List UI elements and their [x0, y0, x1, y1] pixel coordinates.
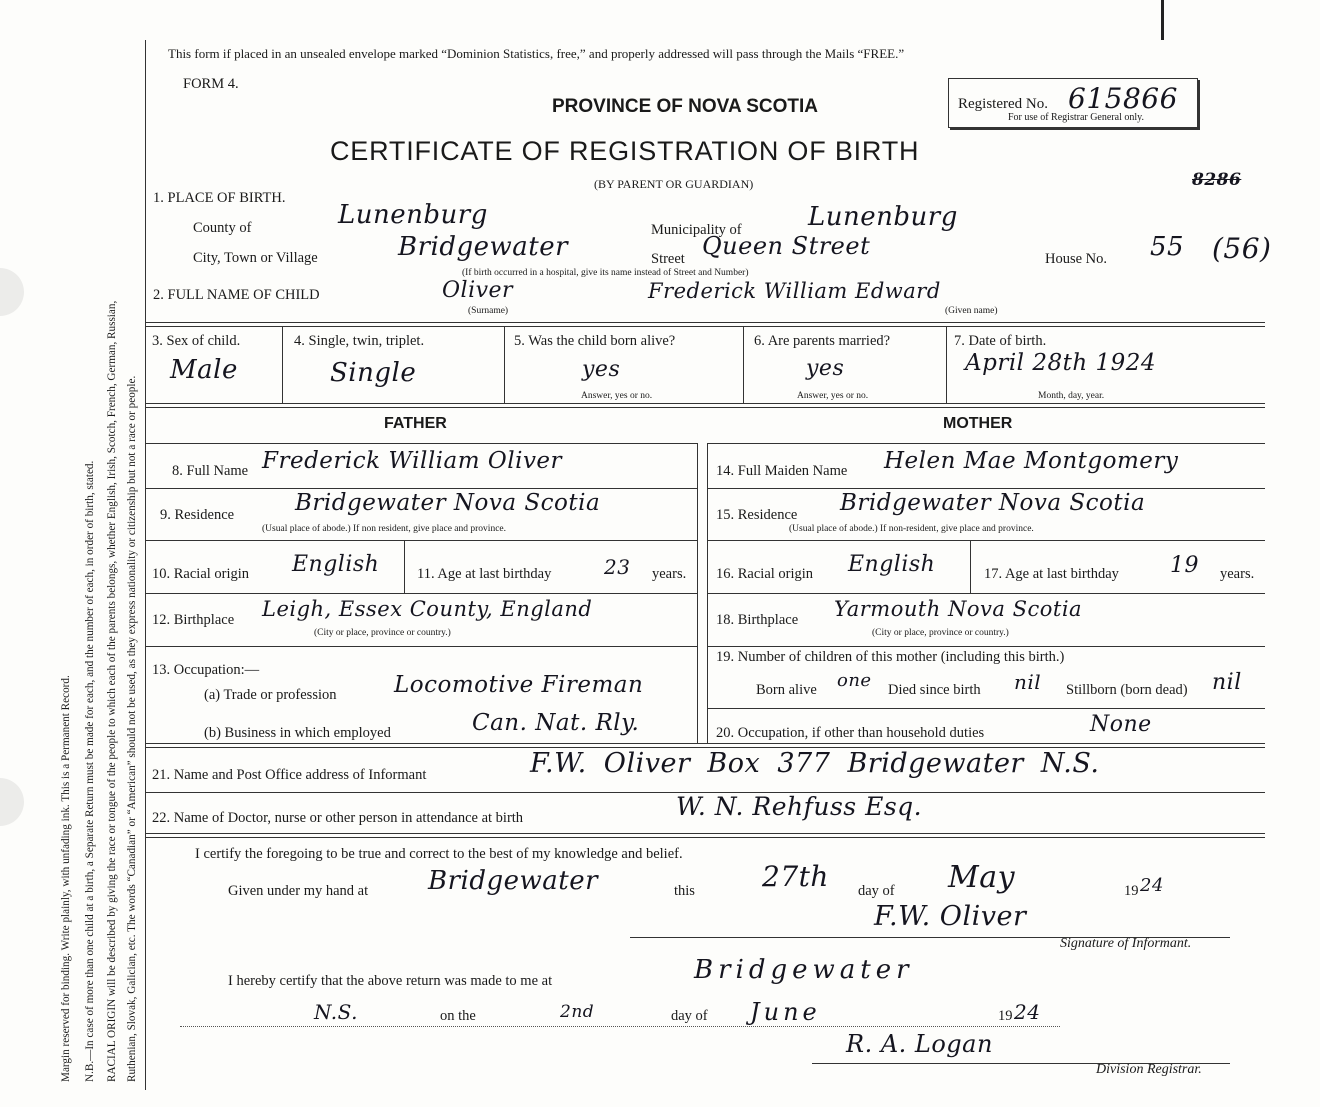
child-given-names: Frederick William Edward	[648, 279, 941, 303]
mother-occupation-value: None	[1090, 712, 1152, 737]
father-rule-4	[145, 593, 697, 594]
father-age-value: 23	[604, 555, 631, 579]
house-value-alt: (56)	[1212, 232, 1272, 265]
occupation-label: 13. Occupation:—	[152, 662, 260, 678]
row3-divider-3	[743, 327, 744, 403]
born-alive-count-value: one	[837, 670, 872, 691]
mother-rule-6	[707, 708, 1265, 709]
father-birthplace-label: 12. Birthplace	[152, 612, 235, 628]
mother-rule-5	[707, 646, 1265, 647]
stillborn-value: nil	[1212, 670, 1242, 695]
municipality-label: Municipality of	[651, 222, 742, 238]
father-birthplace-value: Leigh, Essex County, England	[262, 597, 593, 621]
city-label: City, Town or Village	[193, 250, 318, 266]
sex-label: 3. Sex of child.	[152, 333, 241, 349]
dob-note: Month, day, year.	[1038, 391, 1105, 401]
certify-statement: I certify the foregoing to be true and correct to the best of my knowledge and belief.	[195, 846, 683, 862]
mother-residence-label: 15. Residence	[716, 507, 798, 523]
given-name-note: (Given name)	[945, 306, 998, 316]
plurality-value: Single	[330, 358, 417, 388]
father-birthplace-note: (City or place, province or country.)	[314, 628, 451, 638]
registered-label: Registered No.	[958, 96, 1048, 112]
given-day-value: 27th	[762, 860, 829, 893]
father-rule-3	[145, 540, 697, 541]
father-racial-label: 10. Racial origin	[152, 566, 250, 582]
signature-informant-label: Signature of Informant.	[1060, 936, 1192, 951]
registrar-month-value: June	[750, 998, 821, 1026]
county-label: County of	[193, 220, 252, 236]
father-age-divider	[404, 540, 405, 593]
father-heading: FATHER	[384, 415, 447, 432]
city-value: Bridgewater	[398, 232, 569, 262]
father-rule-1	[145, 443, 697, 444]
doctor-label: 22. Name of Doctor, nurse or other person in attendance at birth	[152, 810, 524, 826]
registrar-year-value: 24	[1014, 1000, 1041, 1024]
married-value: yes	[806, 356, 845, 381]
rule-row3-top	[145, 322, 1265, 327]
father-name-label: 8. Full Name	[172, 463, 249, 479]
row3-divider-2	[504, 327, 505, 403]
mother-age-divider	[970, 540, 971, 593]
margin-note-1: Margin reserved for binding. Write plainly, with unfading ink. This is a Permanent Record.	[60, 675, 72, 1082]
house-value: 55	[1150, 232, 1185, 262]
given-year-value: 24	[1140, 875, 1164, 896]
province-heading: PROVINCE OF NOVA SCOTIA	[552, 96, 819, 117]
doctor-value: W. N. Rehfuss Esq.	[676, 792, 923, 821]
registrar-place2-value: N.S.	[314, 1000, 358, 1024]
mail-notice: This form if placed in an unsealed envelope marked “Dominion Statistics, free,” and properly addressed will pass through the Mails “FREE.”	[168, 46, 905, 61]
mother-birthplace-note: (City or place, province or country.)	[872, 628, 1009, 638]
died-since-birth-label: Died since birth	[888, 682, 981, 698]
punch-hole-top	[0, 268, 24, 316]
certificate-subtitle: (BY PARENT OR GUARDIAN)	[594, 177, 754, 191]
informant-value: F.W. Oliver Box 377 Bridgewater N.S.	[530, 748, 1100, 779]
mother-name-label: 14. Full Maiden Name	[716, 463, 848, 479]
born-alive-note: Answer, yes or no.	[581, 391, 653, 401]
mother-birthplace-value: Yarmouth Nova Scotia	[834, 597, 1083, 621]
given-under-label: Given under my hand at	[228, 883, 369, 899]
rule-row3-bottom	[145, 403, 1265, 408]
margin-note-3: RACIAL ORIGIN will be described by giving the race or tongue of the people to which each of the parents belongs, whether English, Irish, Scotch, French, German, Russian,	[106, 300, 118, 1082]
street-value: Queen Street	[702, 232, 871, 260]
surname-note: (Surname)	[468, 306, 509, 316]
year-prefix: 19	[1124, 883, 1139, 899]
hospital-note: (If birth occurred in a hospital, give its name instead of Street and Number)	[462, 268, 749, 278]
child-name-label: 2. FULL NAME OF CHILD	[153, 287, 320, 303]
mother-age-value: 19	[1170, 553, 1199, 578]
father-age-label: 11. Age at last birthday	[417, 566, 552, 582]
registrar-day-of-label: day of	[671, 1008, 708, 1024]
registrar-statement: I hereby certify that the above return was made to me at	[228, 973, 553, 989]
registrar-place-value: Bridgewater	[694, 955, 914, 985]
child-surname: Oliver	[442, 278, 514, 303]
county-value: Lunenburg	[338, 200, 488, 230]
punch-hole-bottom	[0, 778, 24, 826]
registrar-year-prefix: 19	[998, 1008, 1013, 1024]
father-rule-5	[145, 646, 697, 647]
street-label: Street	[651, 251, 685, 267]
registrar-line	[180, 1026, 1060, 1027]
mother-residence-note: (Usual place of abode.) If non-resident, give place and province.	[789, 524, 1034, 534]
children-count-label: 19. Number of children of this mother (including this birth.)	[716, 649, 1065, 665]
business-label: (b) Business in which employed	[204, 725, 391, 741]
center-divider	[697, 443, 698, 743]
mother-rule-1	[707, 443, 1265, 444]
born-alive-value: yes	[582, 357, 621, 382]
plurality-label: 4. Single, twin, triplet.	[294, 333, 425, 349]
born-alive-label: 5. Was the child born alive?	[514, 333, 676, 349]
row3-divider-1	[282, 327, 283, 403]
registrar-day-value: 2nd	[560, 1002, 595, 1022]
mother-age-years: years.	[1220, 566, 1255, 582]
informant-label: 21. Name and Post Office address of Informant	[152, 767, 427, 783]
margin-note-2: N.B.—In case of more than one child at a birth, a Separate Return must be made for each, and the number of each, in order of birth, stated.	[84, 460, 96, 1082]
top-ink-stroke	[1161, 0, 1164, 40]
on-the-label: on the	[440, 1008, 476, 1024]
father-rule-2	[145, 488, 697, 489]
given-month-value: May	[948, 860, 1016, 895]
business-value: Can. Nat. Rly.	[472, 710, 640, 736]
mother-birthplace-label: 18. Birthplace	[716, 612, 799, 628]
father-age-years: years.	[652, 566, 687, 582]
stillborn-label: Stillborn (born dead)	[1066, 682, 1188, 698]
informant-signature: F.W. Oliver	[874, 901, 1027, 932]
municipality-value: Lunenburg	[808, 202, 958, 232]
mother-residence-value: Bridgewater Nova Scotia	[840, 490, 1146, 516]
this-label: this	[674, 883, 695, 899]
mother-rule-4	[707, 593, 1265, 594]
father-racial-value: English	[292, 552, 380, 577]
mother-racial-value: English	[848, 552, 936, 577]
registrar-use-note: For use of Registrar General only.	[1008, 112, 1144, 123]
given-place-value: Bridgewater	[428, 866, 599, 896]
house-label: House No.	[1045, 251, 1108, 267]
father-residence-label: 9. Residence	[160, 507, 235, 523]
father-residence-value: Bridgewater Nova Scotia	[295, 490, 601, 516]
dob-label: 7. Date of birth.	[954, 333, 1047, 349]
father-residence-note: (Usual place of abode.) If non resident, give place and province.	[262, 524, 506, 534]
trade-value: Locomotive Fireman	[394, 672, 644, 698]
father-name-value: Frederick William Oliver	[262, 448, 563, 474]
stamp-number: 8286	[1192, 170, 1242, 190]
mother-rule-2	[707, 488, 1265, 489]
registered-number: 615866	[1068, 82, 1178, 115]
mother-occupation-label: 20. Occupation, if other than household duties	[716, 725, 985, 741]
rule-doctor-bottom	[145, 833, 1265, 838]
mother-age-label: 17. Age at last birthday	[984, 566, 1119, 582]
married-note: Answer, yes or no.	[797, 391, 869, 401]
margin-note-4: Ruthenian, Slovak, Galician, etc. The words “Canadian” or “American” should not be used, as they express nationality or citizenship but not a race or people.	[126, 375, 138, 1082]
mother-heading: MOTHER	[943, 415, 1013, 432]
mother-rule-3	[707, 540, 1265, 541]
division-registrar-label: Division Registrar.	[1096, 1062, 1202, 1077]
born-alive-count-label: Born alive	[756, 682, 817, 698]
registrar-signature: R. A. Logan	[846, 1030, 993, 1058]
trade-label: (a) Trade or profession	[204, 687, 337, 703]
row3-divider-4	[946, 327, 947, 403]
married-label: 6. Are parents married?	[754, 333, 891, 349]
died-since-birth-value: nil	[1014, 670, 1042, 694]
certificate-title: CERTIFICATE OF REGISTRATION OF BIRTH	[330, 136, 920, 166]
mother-name-value: Helen Mae Montgomery	[884, 448, 1179, 474]
day-of-label: day of	[858, 883, 895, 899]
margin-rule	[145, 40, 146, 1090]
form-number: FORM 4.	[183, 76, 239, 92]
dob-value: April 28th 1924	[965, 350, 1157, 376]
sex-value: Male	[170, 355, 238, 385]
mother-racial-label: 16. Racial origin	[716, 566, 814, 582]
place-heading: 1. PLACE OF BIRTH.	[153, 190, 286, 206]
